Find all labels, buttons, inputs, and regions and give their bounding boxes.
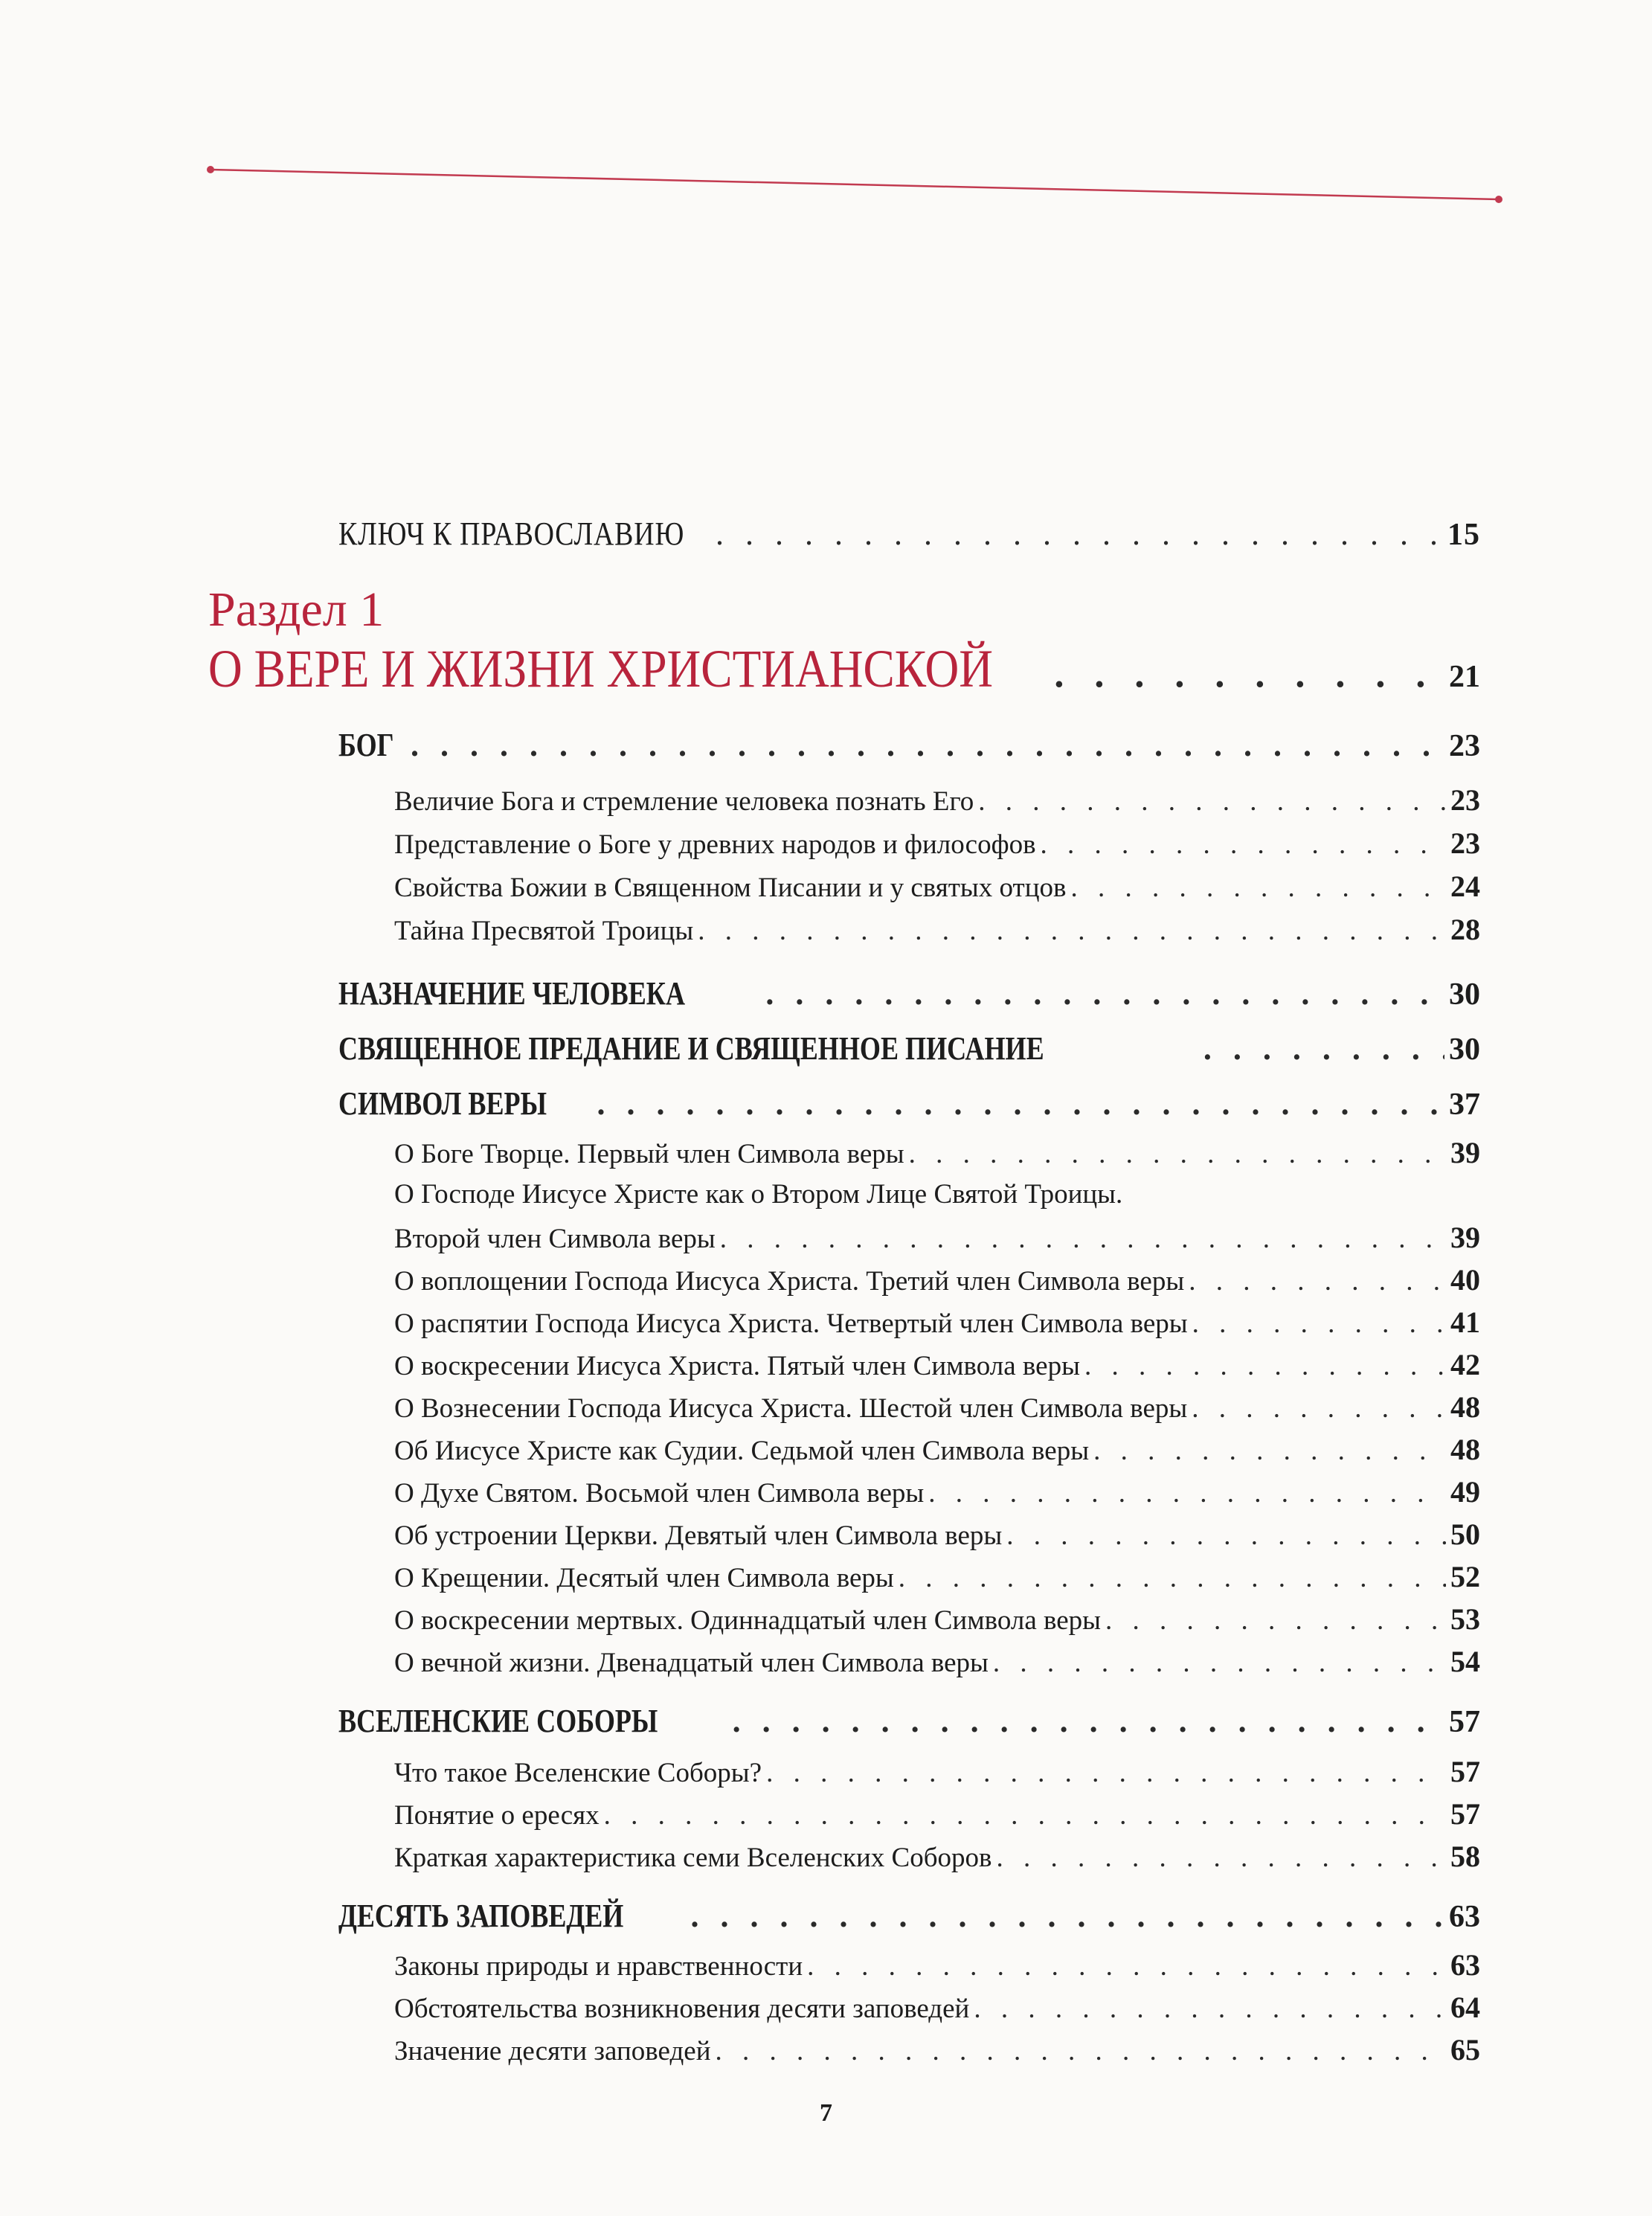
toc-entry-title: Об Иисусе Христе как Судии. Седьмой член Символа веры [394, 1436, 1090, 1466]
toc-entry-sub[interactable] [394, 1990, 1480, 2025]
toc-entry-title: Значение десяти заповедей [394, 2036, 711, 2066]
top-decorative-rule [0, 0, 1652, 223]
toc-entry-page: 39 [1450, 1136, 1480, 1169]
leader-dots [807, 1950, 1446, 1982]
toc-entry-title: Понятие о ересях [394, 1800, 600, 1831]
leader-dots [978, 786, 1446, 818]
toc-entry-title: О Господе Иисусе Христе как о Втором Лице Святой Троицы. [394, 1179, 1123, 1210]
leader-dots [997, 1842, 1447, 1874]
toc-entry-page: 23 [1449, 729, 1480, 763]
toc-entry-page: 57 [1450, 1755, 1480, 1788]
toc-entry-sub[interactable] [394, 1517, 1480, 1552]
toc-entry-title: Законы природы и нравственности [394, 1951, 803, 1982]
toc-entry-page: 58 [1450, 1840, 1480, 1873]
toc-entry-sub[interactable] [394, 1602, 1480, 1637]
toc-entry-title: О распятии Господа Иисуса Христа. Четвертый член Символа веры [394, 1308, 1188, 1339]
toc-entry-page: 49 [1450, 1475, 1480, 1509]
toc-entry-page: 42 [1450, 1348, 1480, 1381]
rule-left-dot-icon [207, 166, 214, 173]
toc-entry-title: О Вознесении Господа Иисуса Христа. Шестой член Символа веры [394, 1393, 1188, 1424]
leader-dots [1084, 1350, 1446, 1382]
toc-entry-page: 63 [1450, 1948, 1480, 1982]
toc-entry-page: 37 [1449, 1088, 1480, 1122]
toc-entry-sub[interactable] [394, 1220, 1480, 1255]
toc-entry-heading[interactable] [338, 1702, 1480, 1740]
toc-entry-sub[interactable] [394, 1262, 1480, 1297]
leader-dots [720, 1223, 1446, 1255]
toc-entry-title: О вечной жизни. Двенадцатый член Символа веры [394, 1648, 989, 1678]
toc-entry-title: Об устроении Церкви. Девятый член Символа веры [394, 1520, 1003, 1551]
toc-entry-intro[interactable] [338, 515, 1480, 553]
toc-entry-sub[interactable] [394, 1347, 1480, 1382]
section-label: Раздел 1 [208, 582, 385, 637]
toc-entry-title: НАЗНАЧЕНИЕ ЧЕЛОВЕКА [338, 975, 686, 1012]
toc-entry-title: О Боге Творце. Первый член Символа веры [394, 1139, 904, 1169]
toc-entry-title: Второй член Символа веры [394, 1224, 716, 1254]
leader-dots [765, 974, 1444, 1012]
toc-entry-sub[interactable] [394, 1432, 1480, 1467]
toc-entry-page: 39 [1450, 1221, 1480, 1254]
leader-dots [1093, 1435, 1446, 1467]
toc-entry-title: Тайна Пресвятой Троицы [394, 916, 694, 946]
toc-entry-title: КЛЮЧ К ПРАВОСЛАВИЮ [338, 516, 685, 552]
toc-entry-page: 52 [1450, 1560, 1480, 1593]
toc-entry-title: О воскресении Иисуса Христа. Пятый член Символа веры [394, 1351, 1080, 1381]
toc-entry-title: БОГ [338, 727, 394, 763]
rule-right-dot-icon [1495, 196, 1502, 203]
toc-entry-page: 53 [1450, 1602, 1480, 1636]
leader-dots [1070, 872, 1446, 904]
toc-entry-title: ДЕСЯТЬ ЗАПОВЕДЕЙ [338, 1898, 624, 1934]
toc-entry-title: Свойства Божии в Священном Писании и у святых отцов [394, 873, 1067, 903]
toc-entry-heading[interactable] [338, 974, 1480, 1012]
leader-dots [1041, 829, 1446, 861]
leader-dots [899, 1562, 1446, 1594]
toc-entry-sub[interactable] [394, 2032, 1480, 2067]
leader-dots [733, 1702, 1444, 1740]
toc-entry-title: Представление о Боге у древних народов и философов [394, 829, 1036, 860]
leader-dots [766, 1757, 1446, 1789]
toc-entry-section-1[interactable] [208, 638, 1480, 700]
toc-entry-sub-line1[interactable] [394, 1178, 1480, 1210]
leader-dots [928, 1477, 1446, 1509]
toc-entry-page: 24 [1450, 870, 1480, 903]
toc-entry-sub[interactable] [394, 869, 1480, 904]
toc-entry-heading[interactable] [338, 1085, 1480, 1123]
toc-entry-sub[interactable] [394, 1305, 1480, 1340]
leader-dots [716, 2035, 1447, 2067]
toc-entry-page: 64 [1450, 1991, 1480, 2024]
toc-entry-page: 23 [1450, 826, 1480, 860]
toc-entry-heading[interactable] [338, 1030, 1480, 1067]
toc-entry-title: ВСЕЛЕНСКИЕ СОБОРЫ [338, 1703, 658, 1739]
leader-dots [1203, 1030, 1444, 1067]
toc-entry-title: Обстоятельства возникновения десяти заповедей [394, 1994, 970, 2024]
leader-dots [1192, 1308, 1446, 1340]
toc-entry-sub[interactable] [394, 826, 1480, 861]
toc-entry-page: 57 [1449, 1705, 1480, 1739]
leader-dots [1192, 1393, 1446, 1425]
leader-dots [698, 915, 1446, 947]
toc-entry-sub[interactable] [394, 1796, 1480, 1831]
toc-entry-sub[interactable] [394, 912, 1480, 947]
toc-entry-page: 21 [1449, 660, 1480, 694]
toc-entry-title: О воскресении мертвых. Одиннадцатый член Символа веры [394, 1605, 1102, 1636]
toc-entry-page: 15 [1447, 518, 1480, 552]
leader-dots [1006, 1520, 1446, 1552]
toc-entry-title: Величие Бога и стремление человека познать Его [394, 786, 974, 817]
toc-entry-sub[interactable] [394, 1947, 1480, 1982]
toc-entry-sub[interactable] [394, 1559, 1480, 1594]
toc-entry-title: О Крещении. Десятый член Символа веры [394, 1563, 894, 1593]
toc-entry-page: 54 [1450, 1645, 1480, 1678]
toc-entry-page: 65 [1450, 2033, 1480, 2066]
toc-entry-page: 30 [1449, 1032, 1480, 1067]
section-title: О ВЕРЕ И ЖИЗНИ ХРИСТИАНСКОЙ [208, 639, 994, 698]
leader-dots [411, 726, 1444, 764]
toc-entry-heading[interactable] [338, 726, 1480, 764]
toc-entry-page: 28 [1450, 913, 1480, 946]
toc-entry-page: 48 [1450, 1433, 1480, 1466]
toc-entry-page: 41 [1450, 1305, 1480, 1339]
toc-entry-title: О воплощении Господа Иисуса Христа. Третий член Символа веры [394, 1266, 1185, 1297]
leader-dots [1105, 1605, 1446, 1637]
toc-entry-page: 63 [1449, 1900, 1480, 1934]
leader-dots [604, 1799, 1446, 1831]
toc-entry-sub[interactable] [394, 1839, 1480, 1874]
leader-dots [691, 1897, 1445, 1935]
toc-entry-sub[interactable] [394, 1135, 1480, 1170]
toc-entry-sub[interactable] [394, 1644, 1480, 1679]
toc-entry-title: СВЯЩЕННОЕ ПРЕДАНИЕ И СВЯЩЕННОЕ ПИСАНИЕ [338, 1030, 1044, 1067]
page-number: 7 [820, 2099, 832, 2127]
leader-dots [993, 1647, 1446, 1679]
leader-dots [1052, 638, 1444, 700]
leader-dots [1189, 1265, 1446, 1297]
toc-entry-title: СИМВОЛ ВЕРЫ [338, 1085, 547, 1122]
leader-dots [909, 1138, 1446, 1170]
toc-entry-sub[interactable] [394, 783, 1480, 818]
toc-entry-title: О Духе Святом. Восьмой член Символа веры [394, 1478, 925, 1509]
toc-entry-sub[interactable] [394, 1390, 1480, 1425]
toc-entry-page: 30 [1449, 977, 1480, 1012]
toc-entry-heading[interactable] [338, 1897, 1480, 1935]
toc-entry-sub[interactable] [394, 1474, 1480, 1509]
toc-entry-sub[interactable] [394, 1754, 1480, 1789]
toc-entry-page: 23 [1450, 783, 1480, 817]
toc-entry-page: 50 [1450, 1518, 1480, 1551]
toc-entry-title: Что такое Вселенские Соборы? [394, 1758, 762, 1788]
toc-entry-page: 40 [1450, 1263, 1480, 1297]
toc-entry-page: 48 [1450, 1390, 1480, 1424]
leader-dots [974, 1993, 1446, 2025]
toc-entry-title: Краткая характеристика семи Вселенских Соборов [394, 1843, 992, 1873]
leader-dots [597, 1085, 1444, 1123]
toc-entry-page: 57 [1450, 1797, 1480, 1831]
leader-dots [716, 515, 1443, 553]
